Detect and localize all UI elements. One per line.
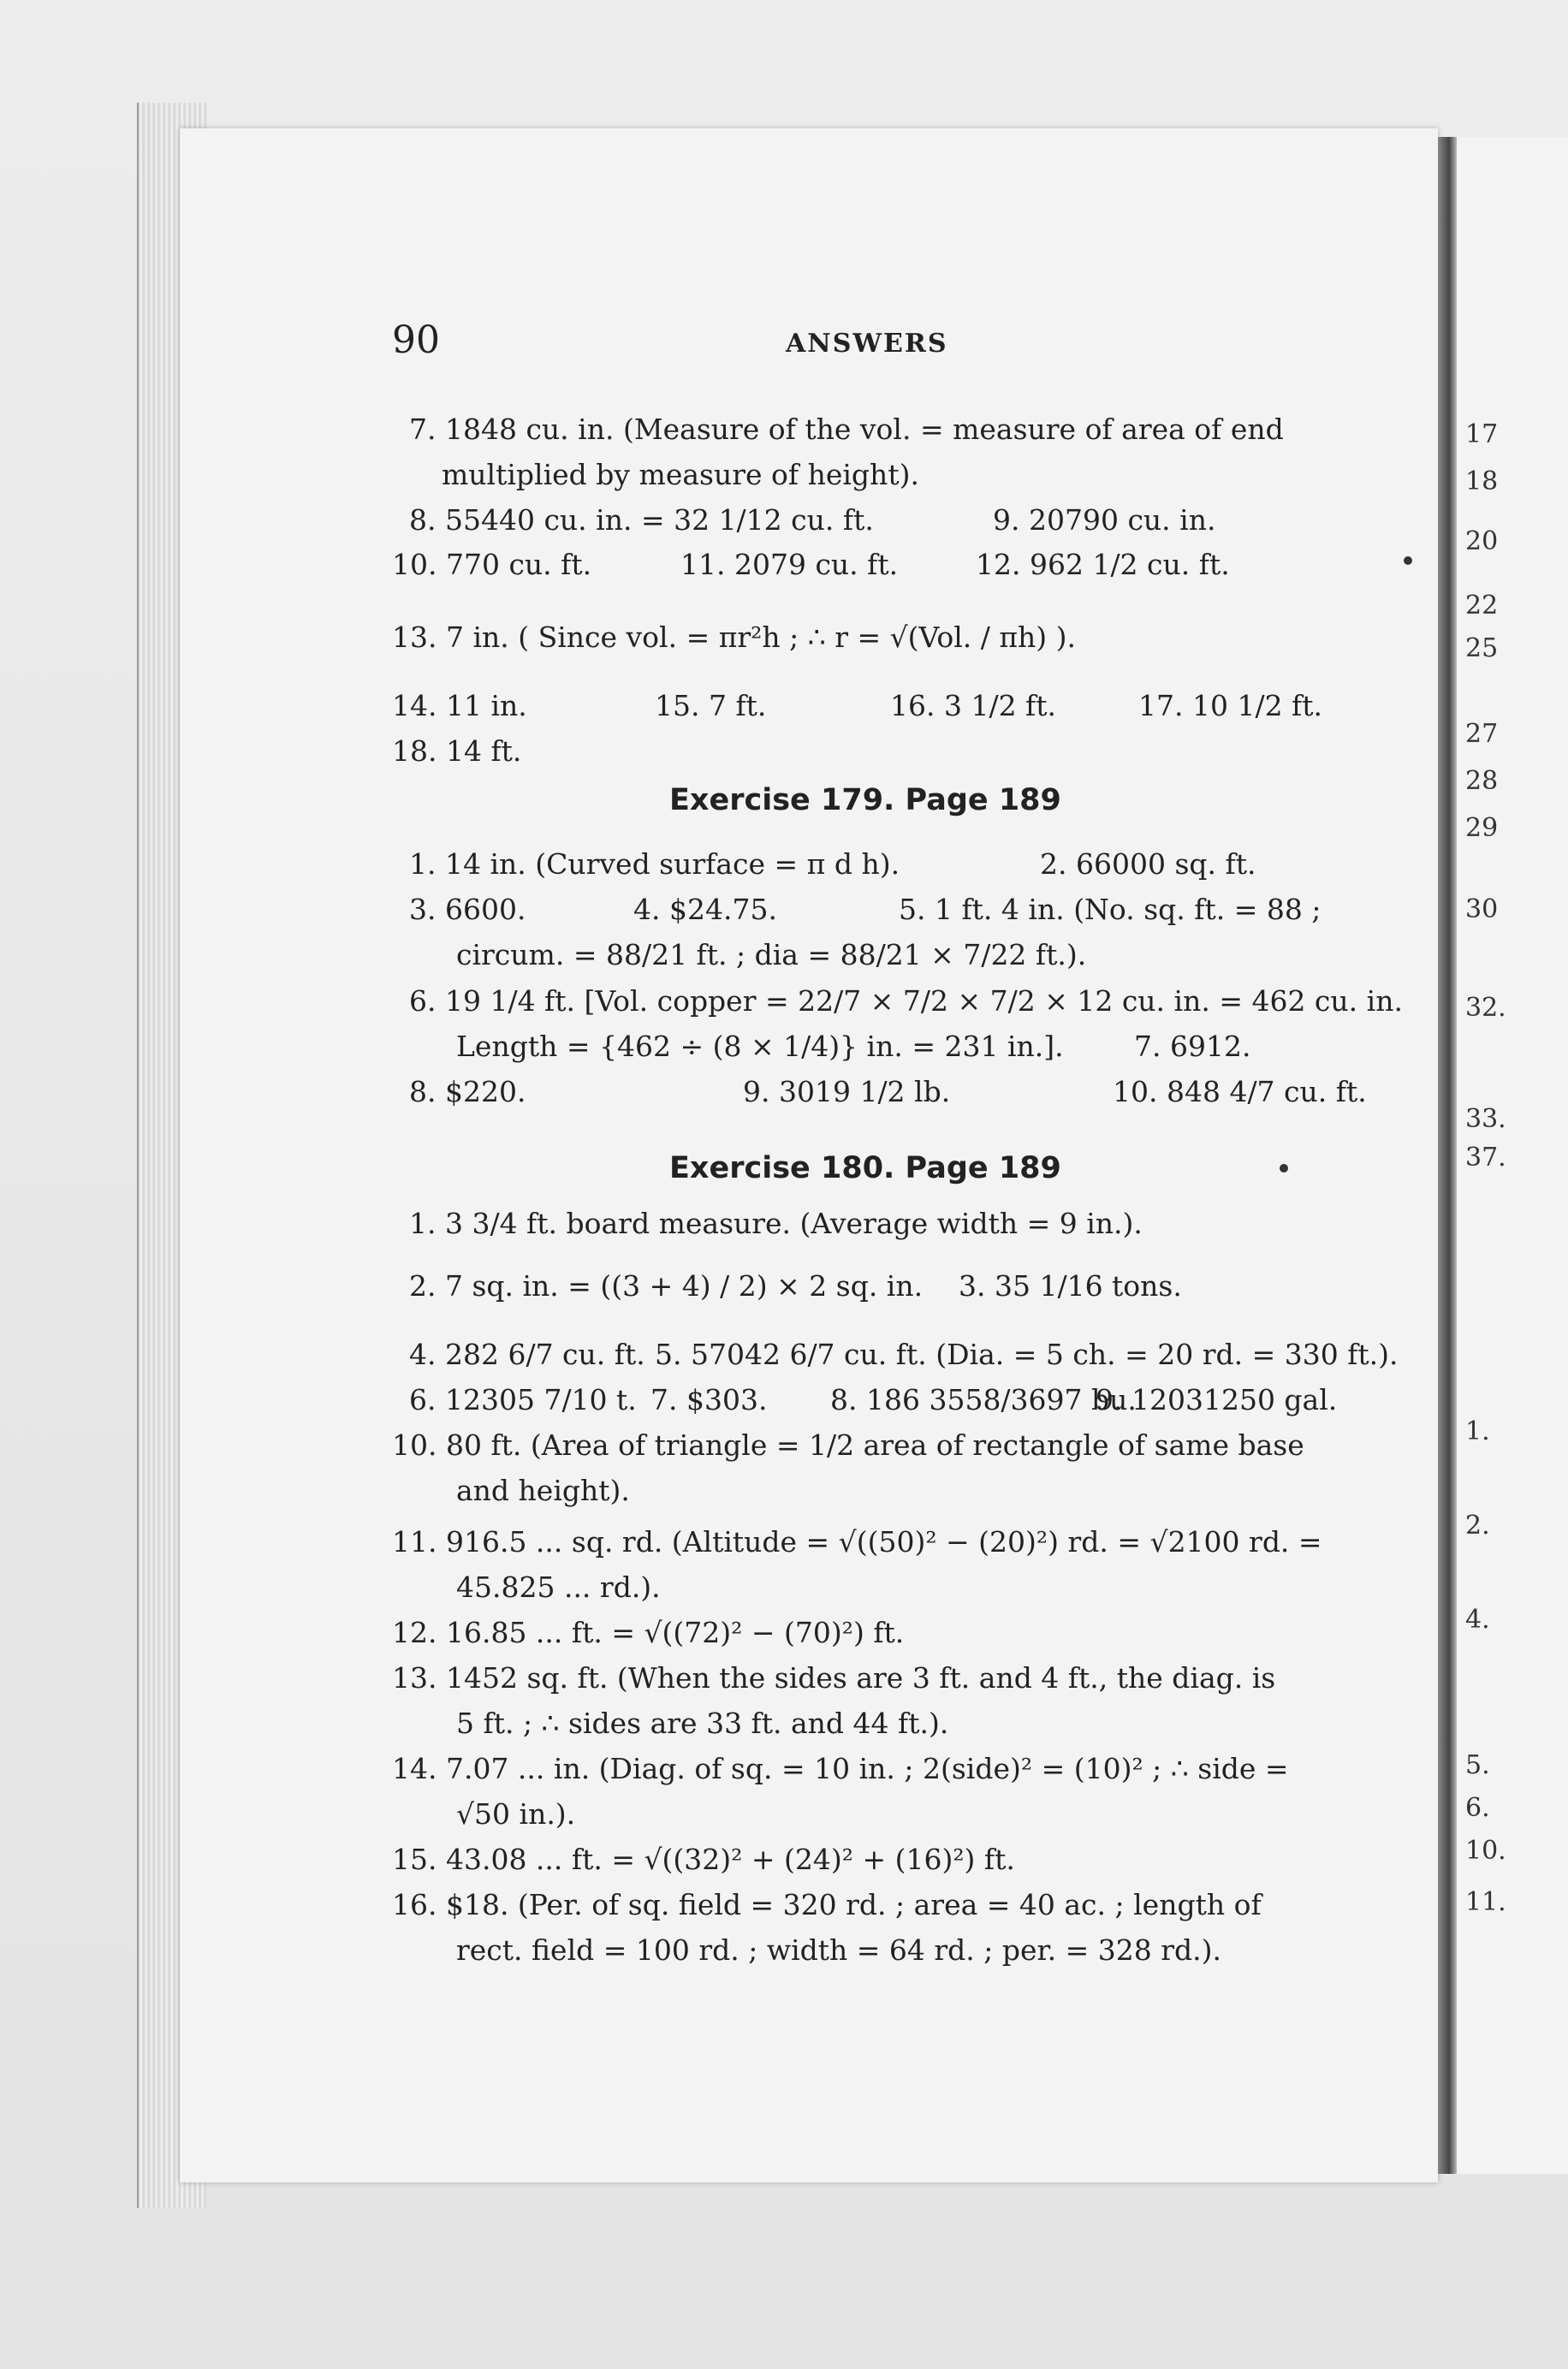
facing-fragment: 18	[1465, 466, 1499, 496]
answer-line: 17. 10 1/2 ft.	[1138, 689, 1323, 722]
answer-line: 9. 12031250 gal.	[1096, 1383, 1338, 1416]
answer-line: 1. 3 3/4 ft. board measure. (Average width = 9 in.).	[409, 1207, 1143, 1240]
answer-line: 11. 916.5 ... sq. rd. (Altitude = √((50)² − (20)²) rd. = √2100 rd. =	[392, 1525, 1322, 1559]
facing-fragment: 17	[1465, 419, 1499, 449]
facing-fragment: 5.	[1465, 1750, 1490, 1780]
facing-fragment: 25	[1465, 633, 1499, 663]
answer-line: 14. 11 in.	[392, 689, 527, 722]
answer-line: 6. 19 1/4 ft. [Vol. copper = 22/7 × 7/2 × 7/2 × 12 cu. in. = 462 cu. in.	[409, 984, 1403, 1018]
answer-line-cont: 45.825 ... rd.).	[456, 1570, 661, 1604]
answer-line: 9. 3019 1/2 lb.	[743, 1075, 951, 1108]
answer-line: 15. 43.08 ... ft. = √((32)² + (24)² + (16)²) ft.	[392, 1843, 1015, 1876]
facing-fragment: 2.	[1465, 1511, 1490, 1541]
answer-line: 9. 20790 cu. in.	[993, 503, 1216, 537]
facing-fragment: 22	[1465, 591, 1499, 620]
answer-line: 15. 7 ft.	[655, 689, 767, 722]
answer-line: 12. 962 1/2 cu. ft.	[976, 548, 1230, 581]
facing-fragment: 37.	[1465, 1143, 1506, 1173]
answer-line: 7. 1848 cu. in. (Measure of the vol. = measure of area of end	[409, 413, 1284, 446]
answer-line-cont: 5 ft. ; ∴ sides are 33 ft. and 44 ft.).	[456, 1707, 949, 1740]
answer-line: 13. 1452 sq. ft. (When the sides are 3 ft. and 4 ft., the diag. is	[392, 1661, 1276, 1695]
running-head: ANSWERS	[786, 329, 948, 359]
answer-line: 4. $24.75.	[633, 893, 777, 926]
facing-fragment: 20	[1465, 526, 1499, 556]
answer-line: 8. $220.	[409, 1075, 526, 1108]
answer-line: 10. 80 ft. (Area of triangle = 1/2 area of rectangle of same base	[392, 1428, 1304, 1462]
answer-line: 3. 35 1/16 tons.	[959, 1269, 1182, 1303]
answer-line: 5. 1 ft. 4 in. (No. sq. ft. = 88 ;	[899, 893, 1322, 926]
answer-line-cont: circum. = 88/21 ft. ; dia = 88/21 × 7/22 ft.).	[456, 938, 1087, 971]
answer-line-cont: √50 in.).	[456, 1797, 576, 1831]
answer-line: 5. 57042 6/7 cu. ft. (Dia. = 5 ch. = 20 rd. = 330 ft.).	[655, 1338, 1399, 1371]
answer-line-cont: and height).	[456, 1474, 630, 1507]
answer-line-cont: multiplied by measure of height).	[442, 458, 919, 491]
facing-fragment: 1.	[1465, 1416, 1490, 1446]
answer-line: 2. 66000 sq. ft.	[1040, 847, 1256, 881]
answer-line: 10. 770 cu. ft.	[392, 548, 592, 581]
answer-line: 8. 186 3558/3697 bu.	[830, 1383, 1137, 1416]
answer-line: 16. $18. (Per. of sq. field = 320 rd. ; area = 40 ac. ; length of	[392, 1888, 1262, 1921]
facing-fragment: 27	[1465, 719, 1499, 749]
facing-fragment: 29	[1465, 813, 1499, 843]
facing-fragment: 33.	[1465, 1104, 1506, 1134]
facing-fragment: 6.	[1465, 1793, 1490, 1823]
answer-line: 7. 6912.	[1134, 1030, 1251, 1063]
answer-line: 3. 6600.	[409, 893, 526, 926]
facing-fragment: 28	[1465, 766, 1499, 796]
answer-line: 7. $303.	[650, 1383, 768, 1416]
answer-line: 12. 16.85 ... ft. = √((72)² − (70)²) ft.	[392, 1616, 905, 1649]
facing-fragment: 11.	[1465, 1887, 1506, 1917]
exercise-heading: Exercise 179. Page 189	[669, 783, 1061, 817]
answer-line: 13. 7 in. ( Since vol. = πr²h ; ∴ r = √(Vol. / πh) ).	[392, 620, 1077, 654]
answer-line: 14. 7.07 ... in. (Diag. of sq. = 10 in. ; 2(side)² = (10)² ; ∴ side =	[392, 1752, 1289, 1785]
answer-line: 6. 12305 7/10 t.	[409, 1383, 637, 1416]
printing-speck	[1280, 1164, 1288, 1173]
answer-line: 10. 848 4/7 cu. ft.	[1113, 1075, 1367, 1108]
answer-line: 8. 55440 cu. in. = 32 1/12 cu. ft.	[409, 503, 874, 537]
page-header	[392, 318, 1402, 370]
answer-line: 1. 14 in. (Curved surface = π d h).	[409, 847, 900, 881]
facing-fragment: 4.	[1465, 1605, 1490, 1635]
facing-fragment: 10.	[1465, 1836, 1506, 1866]
answer-line: 4. 282 6/7 cu. ft.	[409, 1338, 645, 1371]
answer-line: 2. 7 sq. in. = ((3 + 4) / 2) × 2 sq. in.	[409, 1269, 924, 1303]
printing-speck	[1404, 556, 1412, 565]
book-gutter	[1438, 137, 1457, 2174]
page-number: 90	[392, 318, 440, 362]
answer-line: 18. 14 ft.	[392, 734, 522, 768]
facing-page	[1457, 137, 1568, 2174]
answer-line: 16. 3 1/2 ft.	[890, 689, 1057, 722]
answer-line-cont: rect. field = 100 rd. ; width = 64 rd. ; per. = 328 rd.).	[456, 1933, 1222, 1967]
answer-line-cont: Length = {462 ÷ (8 × 1/4)} in. = 231 in.].	[456, 1030, 1064, 1063]
facing-fragment: 32.	[1465, 993, 1506, 1023]
exercise-heading: Exercise 180. Page 189	[669, 1151, 1061, 1185]
answer-line: 11. 2079 cu. ft.	[680, 548, 899, 581]
facing-fragment: 30	[1465, 894, 1499, 924]
